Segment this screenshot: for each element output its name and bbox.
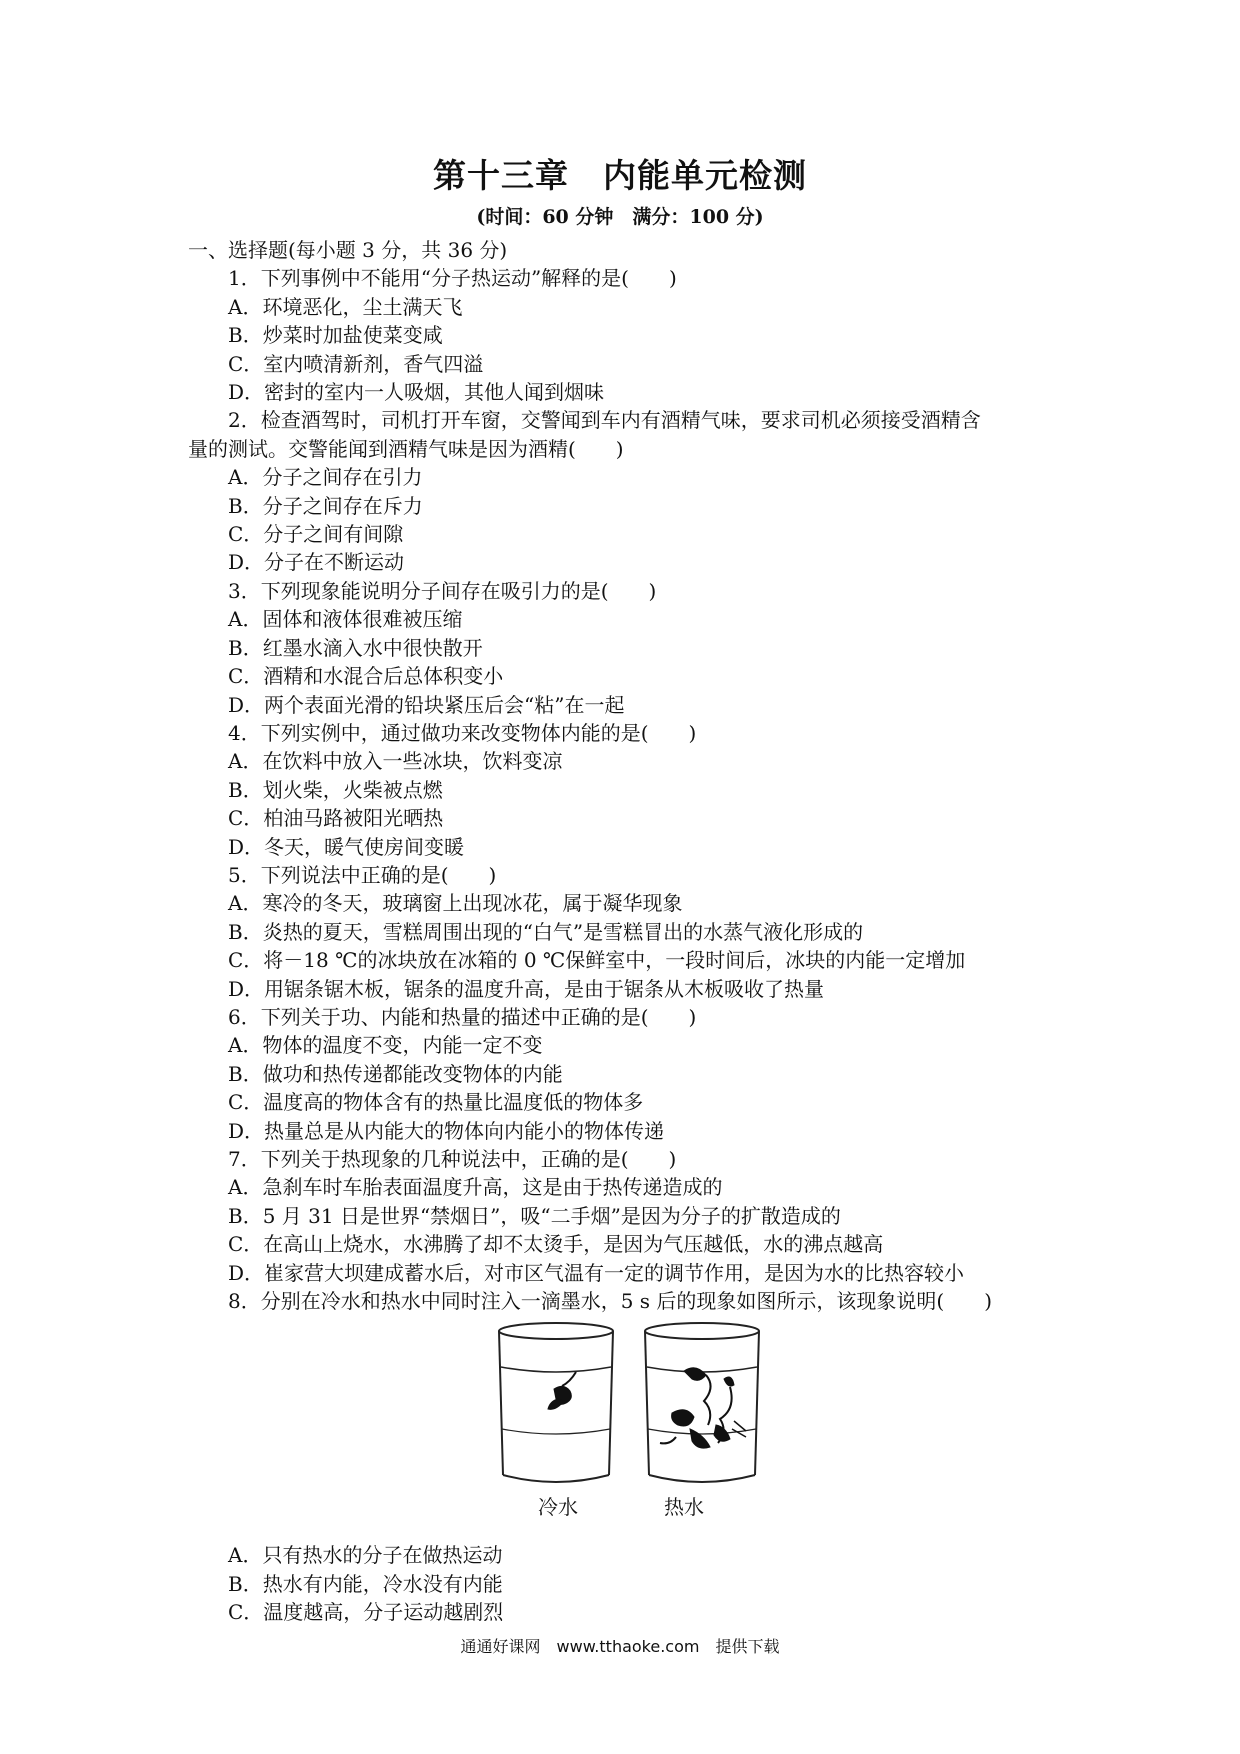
question-5-option-c: C．将－18 ℃的冰块放在冰箱的 0 ℃保鲜室中，一段时间后，冰块的内能一定增加 <box>228 948 966 973</box>
section-heading: 一、选择题(每小题 3 分，共 36 分) <box>188 238 508 262</box>
hot-ink-spread <box>660 1368 746 1448</box>
question-list <box>188 236 1058 1627</box>
hot-water-beaker <box>645 1323 759 1482</box>
question-3-option-c: C．酒精和水混合后总体积变小 <box>228 664 504 689</box>
hot-water-label: 热水 <box>664 1495 704 1520</box>
question-2-stem-line1: 2．检查酒驾时，司机打开车窗，交警闻到车内有酒精气味，要求司机必须接受酒精含 <box>228 408 981 433</box>
cold-ink-drop <box>548 1372 576 1409</box>
question-4-option-a: A．在饮料中放入一些冰块，饮料变凉 <box>228 749 563 774</box>
question-8-option-a: A．只有热水的分子在做热运动 <box>228 1543 503 1568</box>
question-7-option-a: A．急刹车时车胎表面温度升高，这是由于热传递造成的 <box>228 1175 723 1200</box>
question-2-option-d: D．分子在不断运动 <box>228 550 405 575</box>
question-1-stem: 1．下列事例中不能用“分子热运动”解释的是( ) <box>228 266 677 291</box>
question-4-option-d: D．冬天，暖气使房间变暖 <box>228 834 465 859</box>
question-6-option-b: B．做功和热传递都能改变物体的内能 <box>228 1061 563 1086</box>
question-7-option-c: C．在高山上烧水，水沸腾了却不太烫手，是因为气压越低，水的沸点越高 <box>228 1232 884 1257</box>
question-1-option-d: D．密封的室内一人吸烟，其他人闻到烟味 <box>228 380 605 405</box>
question-5-option-d: D．用锯条锯木板，锯条的温度升高，是由于锯条从木板吸收了热量 <box>228 976 825 1001</box>
question-5-stem: 5．下列说法中正确的是( ) <box>228 862 497 887</box>
question-6-stem: 6．下列关于功、内能和热量的描述中正确的是( ) <box>228 1004 697 1029</box>
question-5-option-b: B．炎热的夏天，雪糕周围出现的“白气”是雪糕冒出的水蒸气液化形成的 <box>228 919 864 944</box>
question-4-option-b: B．划火柴，火柴被点燃 <box>228 777 443 802</box>
question-3-option-a: A．固体和液体很难被压缩 <box>228 607 463 632</box>
question-7-option-b: B．5 月 31 日是世界“禁烟日”，吸“二手烟”是因为分子的扩散造成的 <box>228 1203 841 1228</box>
question-7-stem: 7．下列关于热现象的几种说法中，正确的是( ) <box>228 1147 677 1171</box>
question-8-option-b: B．热水有内能，冷水没有内能 <box>228 1571 503 1596</box>
question-7-option-d: D．崔家营大坝建成蓄水后，对市区气温有一定的调节作用，是因为水的比热容较小 <box>228 1260 965 1285</box>
question-4-option-c: C．柏油马路被阳光晒热 <box>228 806 444 831</box>
cold-water-label: 冷水 <box>538 1495 578 1520</box>
question-1-option-a: A．环境恶化，尘土满天飞 <box>228 294 463 319</box>
page-title: 第十三章 内能单元检测 <box>433 156 807 195</box>
question-8-stem: 8．分别在冷水和热水中同时注入一滴墨水，5 s 后的现象如图所示，该现象说明( ) <box>228 1289 993 1314</box>
question-4-stem: 4．下列实例中，通过做功来改变物体内能的是( ) <box>228 720 697 745</box>
question-2-stem-line2: 量的测试。交警能闻到酒精气味是因为酒精( ) <box>188 436 624 461</box>
question-2-option-b: B．分子之间存在斥力 <box>228 493 423 518</box>
question-1-option-b: B．炒菜时加盐使菜变咸 <box>228 323 443 348</box>
question-8-option-c: C．温度越高，分子运动越剧烈 <box>228 1600 504 1625</box>
question-3-option-d: D．两个表面光滑的铅块紧压后会“粘”在一起 <box>228 692 625 717</box>
question-2-option-a: A．分子之间存在引力 <box>228 465 423 490</box>
question-6-option-c: C．温度高的物体含有的热量比温度低的物体多 <box>228 1090 644 1115</box>
question-3-stem: 3．下列现象能说明分子间存在吸引力的是( ) <box>228 578 657 603</box>
footer-download-note: 通通好课网 www.tthaoke.com 提供下载 <box>460 1637 780 1656</box>
question-2-option-c: C．分子之间有间隙 <box>228 522 404 547</box>
question-6-option-d: D．热量总是从内能大的物体向内能小的物体传递 <box>228 1118 665 1143</box>
beakers-illustration <box>494 1317 774 1537</box>
question-3-option-b: B．红墨水滴入水中很快散开 <box>228 635 483 660</box>
question-6-option-a: A．物体的温度不变，内能一定不变 <box>228 1033 543 1058</box>
beaker-figure <box>188 1315 1058 1541</box>
question-5-option-a: A．寒冷的冬天，玻璃窗上出现冰花，属于凝华现象 <box>228 891 683 916</box>
question-1-option-c: C．室内喷清新剂，香气四溢 <box>228 351 484 376</box>
page-subtitle: (时间：60 分钟 满分：100 分) <box>476 206 764 228</box>
